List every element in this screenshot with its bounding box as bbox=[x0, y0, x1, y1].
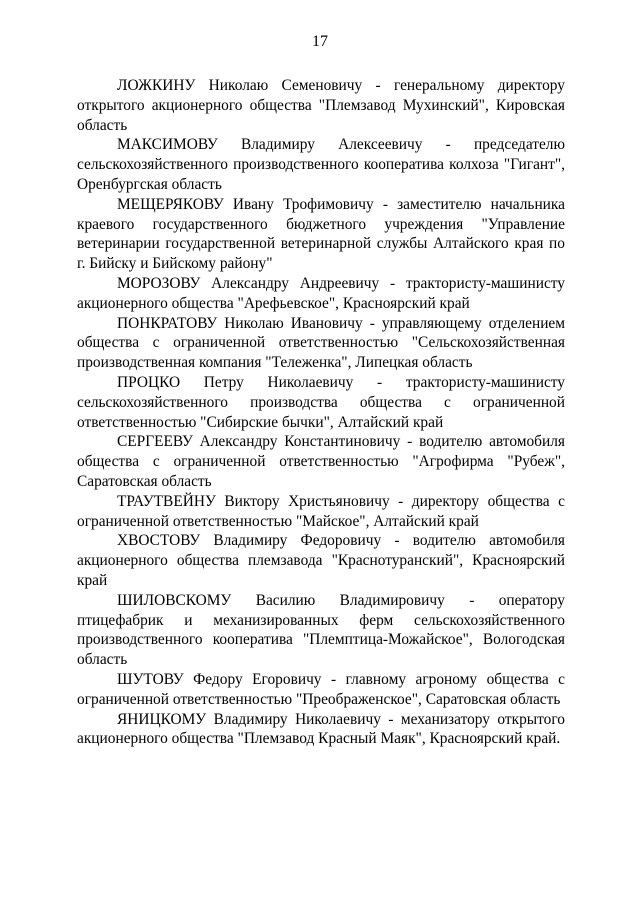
list-item: МАКСИМОВУ Владимиру Алексеевичу - председателю сельскохозяйственного производственного кооператива колхоза "Гигант", Оренбургская область bbox=[77, 136, 565, 193]
list-item: ЯНИЦКОМУ Владимиру Николаевичу - механизатору открытого акционерного общества "Племзавод Красный Маяк", Красноярский край. bbox=[77, 710, 565, 748]
list-item: МОРОЗОВУ Александру Андреевичу - трактористу-машинисту акционерного общества "Арефьевское", Красноярский край bbox=[77, 274, 565, 312]
list-item: ХВОСТОВУ Владимиру Федоровичу - водителю автомобиля акционерного общества племзавода "Краснотуранский", Красноярский край bbox=[77, 532, 565, 589]
list-item: ЛОЖКИНУ Николаю Семеновичу - генеральному директору открытого акционерного общества "Племзавод Мухинский", Кировская область bbox=[77, 77, 565, 134]
award-list bbox=[77, 76, 565, 749]
list-item: ПРОЦКО Петру Николаевичу - трактористу-машинисту сельскохозяйственного производства общества с ограниченной ответственностью "Сибирские бычки", Алтайский край bbox=[77, 373, 565, 431]
list-item: МЕЩЕРЯКОВУ Ивану Трофимовичу - заместителю начальника краевого государственного бюджетного учреждения "Управление ветеринарии государственной ветеринарной службы Алтайского края по г. Бийску и Бийскому району" bbox=[77, 195, 565, 273]
list-item: ТРАУТВЕЙНУ Виктору Христьяновичу - директору общества с ограниченной ответственностью "Майское", Алтайский край bbox=[77, 492, 565, 530]
list-item: СЕРГЕЕВУ Александру Константиновичу - водителю автомобиля общества с ограниченной ответственностью "Агрофирма "Рубеж", Саратовская область bbox=[77, 433, 565, 490]
list-item: ШИЛОВСКОМУ Василию Владимировичу - оператору птицефабрик и механизированных ферм сельскохозяйственного производственного кооператива "Племптица-Можайское", Вологодская область bbox=[77, 591, 565, 669]
list-item: ПОНКРАТОВУ Николаю Ивановичу - управляющему отделением общества с ограниченной ответственностью "Сельскохозяйственная производственная компания "Тележенка", Липецкая область bbox=[77, 314, 565, 372]
page-number: 17 bbox=[312, 33, 328, 50]
list-item: ШУТОВУ Федору Егоровичу - главному агроному общества с ограниченной ответственностью "Преображенское", Саратовская область bbox=[77, 670, 565, 708]
